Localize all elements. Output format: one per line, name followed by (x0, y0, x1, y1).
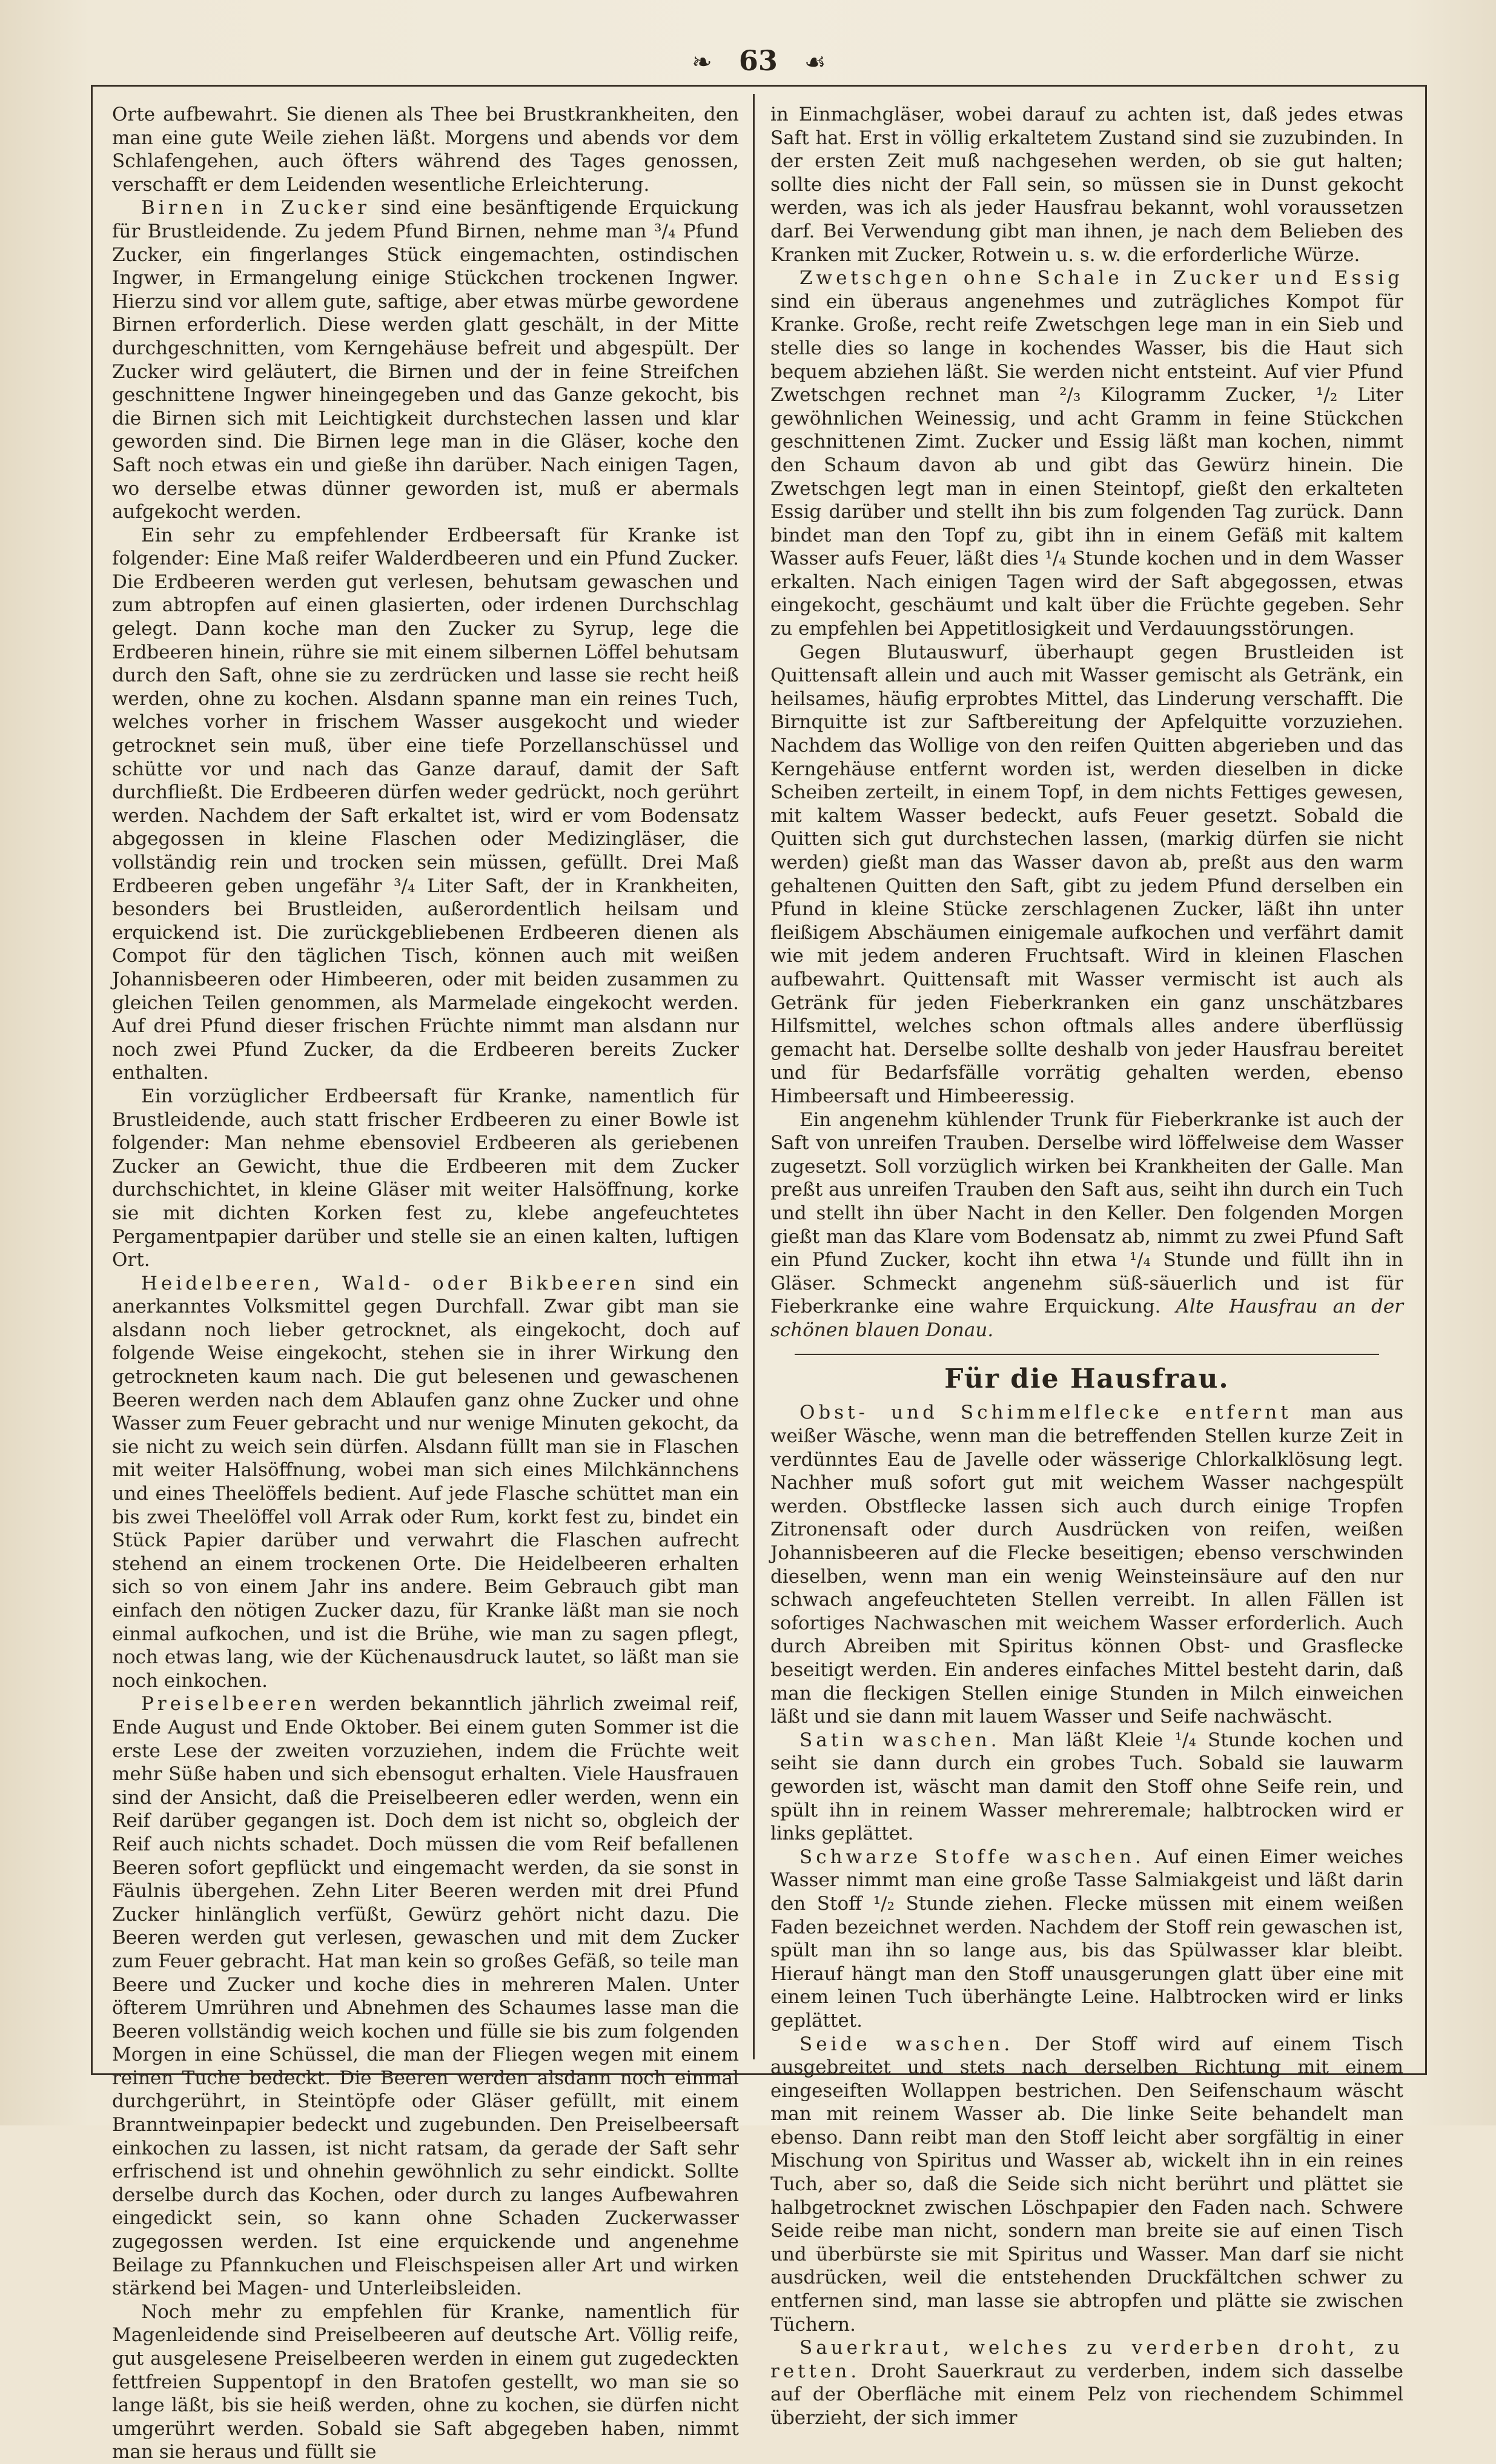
paragraph (770, 641, 1403, 1108)
paragraph-text: Noch mehr zu empfehlen für Kranke, namentlich für Magenleidende sind Preiselbeeren auf deutsche Art. Völlig reife, gut ausgelesene Preiselbeeren werden in einem gut zugedeckten fettfreien Suppentopf in den Bratofen gestellt, wo man sie so lange läßt, bis sie heiß werden, ohne zu kochen, sie dürfen nicht umgerührt werden. Sobald sie Saft abgegeben haben, nimmt man sie heraus und füllt sie (112, 2300, 739, 2463)
right-column (770, 103, 1404, 2429)
paragraph-keyword: Zwetschgen ohne Schale in Zucker und Essig (799, 267, 1403, 290)
paragraph-keyword: Birnen in Zucker (141, 197, 370, 219)
column-divider (753, 94, 755, 2059)
paragraph-text: Der Stoff wird auf einem Tisch ausgebreitet und stets nach derselben Richtung mit einem eingeseiften Wollappen bestrichen. Den Seifenschaum wäscht man mit reinem Wasser ab. Die linke Seite behandelt man ebenso. Dann reibt man den Stoff leicht aber sorgfältig in einer Mischung von Spiritus und Wasser ab, wickelt ihn in ein reines Tuch, aber so, daß die Seide sich nicht berührt und plättet sie halbgetrocknet zwischen Löschpapier den Faden nach. Schwere Seide reibe man nicht, sondern man breite sie auf einen Tisch und überbürste sie mit Spiritus und Wasser. Man darf sie nicht ausdrücken, weil die entstehenden Druckfältchen schwer zu entfernen sind, man lasse sie abtropfen und plätte sie zwischen Tüchern. (770, 2033, 1403, 2336)
paragraph (770, 2336, 1403, 2429)
page-header (91, 36, 1427, 85)
section-rule (795, 1354, 1379, 1355)
paragraph-text: sind ein überaus angenehmes und zuträgliches Kompot für Kranke. Große, recht reife Zwetschgen lege man in ein Sieb und stelle dies so lange in kochendes Wasser, bis die Haut sich bequem abziehen läßt. Sie werden nicht entsteint. Auf vier Pfund Zwetschgen rechnet man ²/₃ Kilogramm Zucker, ¹/₂ Liter gewöhnlichen Weinessig, und acht Gramm in feine Stückchen geschnittenen Zimt. Zucker und Essig läßt man kochen, nimmt den Schaum davon ab und gibt das Gewürz hinein. Die Zwetschgen legt man in einen Steintopf, gießt den erkalteten Essig darüber und stellt ihn bis zum folgenden Tag zurück. Dann bindet man den Topf zu, gibt ihn in einem Gefäß mit kaltem Wasser aufs Feuer, läßt dies ¹/₄ Stunde kochen und in dem Wasser erkalten. Nach einigen Tagen wird der Saft abgegossen, etwas eingekocht, geschäumt und kalt über die Früchte gegeben. Sehr zu empfehlen bei Appetitlosigkeit und Verdauungsstörungen. (770, 290, 1403, 640)
left-column (112, 103, 739, 2463)
paragraph-text: sind ein anerkanntes Volksmittel gegen Durchfall. Zwar gibt man sie alsdann noch lieber getrocknet, als eingekocht, doch auf folgende Weise eingekocht, stehen sie in ihrer Wirkung den getrockneten kaum nach. Die gut belesenen und gewaschenen Beeren werden nach dem Ablaufen ganz ohne Zucker und ohne Wasser zum Feuer gebracht und nur wenige Minuten gekocht, da sie nicht zu weich sein dürfen. Alsdann füllt man sie in Flaschen mit weiter Halsöffnung, wobei man sich eines Milchkännchens und eines Theelöffels bedient. Auf jede Flasche schüttet man ein bis zwei Theelöffel voll Arrak oder Rum, korkt fest zu, bindet ein Stück Papier darüber und verwahrt die Flaschen aufrecht stehend an einem trockenen Orte. Die Heidelbeeren erhalten sich so von einem Jahr ins andere. Beim Gebrauch gibt man einfach den nötigen Zucker dazu, für Kranke läßt man sie noch einmal aufkochen, und ist die Brühe, wie man zu sagen pflegt, noch etwas lang, wie der Küchenausdruck lautet, so läßt man sie noch einkochen. (112, 1272, 739, 1692)
paragraph-keyword: Seide waschen. (799, 2033, 1014, 2055)
ornament-right-icon: ☙ (804, 48, 826, 76)
paragraph-text: Auf einen Eimer weiches Wasser nimmt man eine große Tasse Salmiakgeist und läßt darin den Stoff ¹/₂ Stunde ziehen. Flecke müssen mit einem weißen Faden bezeichnet werden. Nachdem der Stoff rein gewaschen ist, spült man ihn so lange aus, bis das Spülwasser klar bleibt. Hierauf hängt man den Stoff unausgerungen glatt über eine mit einem leinen Tuch überhängte Leine. Halbtrocken wird er links geplättet. (770, 1846, 1403, 2032)
paragraph-keyword: Schwarze Stoffe waschen. (799, 1846, 1145, 1868)
paragraph-text: Ein angenehm kühlender Trunk für Fieberkranke ist auch der Saft von unreifen Trauben. Derselbe wird löffelweise dem Wasser zugesetzt. Soll vorzüglich wirken bei Krankheiten der Galle. Man preßt aus unreifen Trauben den Saft aus, seiht ihn durch ein Tuch und stellt ihn über Nacht in den Keller. Den folgenden Morgen gießt man das Klare vom Bodensatz ab, nimmt zu zwei Pfund Saft ein Pfund Zucker, kocht ihn etwa ¹/₄ Stunde und füllt ihn in Gläser. Schmeckt angenehm süß-säuerlich und ist für Fieberkranke eine wahre Erquickung. (770, 1108, 1403, 1318)
paragraph (770, 1729, 1403, 1846)
paragraph (770, 1108, 1403, 1342)
paragraph-text: man aus weißer Wäsche, wenn man die betreffenden Stellen kurze Zeit in verdünntes Eau de Javelle oder wässerige Chlorkalklösung legt. Nachher muß sofort gut mit weichem Wasser nachgespült werden. Obstflecke lassen sich auch durch einige Tropfen Zitronensaft oder durch Ausdrücken von reifen, weißen Johannisbeeren auf die Flecke beseitigen; ebenso verschwinden dieselben, wenn man ein wenig Weinsteinsäure auf den nur schwach angefeuchteten Stellen verreibt. In allen Fällen ist sofortiges Nachwaschen mit weichem Wasser erforderlich. Auch durch Abreiben mit Spiritus können Obst- und Grasflecke beseitigt werden. Ein anderes einfaches Mittel besteht darin, daß man die fleckigen Stellen einige Stunden in Milch einweichen läßt und sie dann mit lauem Wasser und Seife nachwäscht. (770, 1402, 1403, 1728)
paragraph-keyword: Heidelbeeren, Wald- oder Bikbeeren (141, 1272, 640, 1294)
page-number: 63 (738, 44, 778, 77)
paragraph-text: Man läßt Kleie ¹/₄ Stunde kochen und seiht sie dann durch ein grobes Tuch. Sobald sie lauwarm geworden ist, wäscht man damit den Stoff ohne Seife rein, und spült ihn in reinem Wasser mehreremale; halbtrocken wird er links geplättet. (770, 1729, 1404, 1845)
paragraph (770, 103, 1403, 267)
paragraph (770, 1846, 1403, 2033)
ornament-left-icon: ❧ (692, 48, 712, 76)
paragraph (112, 1085, 739, 1272)
paragraph-text: Ein vorzüglicher Erdbeersaft für Kranke, namentlich für Brustleidende, auch statt frischer Erdbeeren zu einer Bowle ist folgender: Man nehme ebensoviel Erdbeeren als geriebenen Zucker an Gewicht, thue die Erdbeeren mit dem Zucker durchschichtet, in kleine Gläser mit weiter Halsöffnung, korke sie mit dichten Korken fest zu, klebe angefeuchtetes Pergamentpapier darüber und stelle sie an einen kalten, luftigen Ort. (112, 1085, 739, 1271)
paragraph (770, 267, 1403, 641)
paragraph-text: sind eine besänftigende Erquickung für Brustleidende. Zu jedem Pfund Birnen, nehme man ³/₄ Pfund Zucker, ein fingerlanges Stück eingemachten, ostindischen Ingwer, in Ermangelung einige Stückchen trockenen Ingwer. Hierzu sind vor allem gute, saftige, aber etwas mürbe gewordene Birnen erforderlich. Diese werden glatt geschält, in der Mitte durchgeschnitten, vom Kerngehäuse befreit und abgespült. Der Zucker wird geläutert, die Birnen und der in feine Streifchen geschnittene Ingwer hineingegeben und das Ganze gekocht, bis die Birnen sich mit Leichtigkeit durchstechen lassen und klar geworden sind. Die Birnen lege man in die Gläser, koche den Saft noch etwas ein und gieße ihn darüber. Nach einigen Tagen, wo derselbe etwas dünner geworden ist, muß er abermals aufgekocht werden. (112, 197, 739, 523)
paragraph (112, 2300, 739, 2464)
paragraph-text: Orte aufbewahrt. Sie dienen als Thee bei Brustkrankheiten, den man eine gute Weile ziehen läßt. Morgens und abends vor dem Schlafengehen, auch öfters während des Tages genossen, verschafft er dem Leidenden wesentliche Erleichterung. (112, 104, 739, 196)
paragraph-keyword: Satin waschen. (799, 1729, 1001, 1751)
paragraph (112, 524, 739, 1085)
paragraph (112, 1272, 739, 1693)
paragraph-text: Gegen Blutauswurf, überhaupt gegen Brustleiden ist Quittensaft allein und auch mit Wasser gemischt als Getränk, ein heilsames, häufig erprobtes Mittel, das Linderung verschafft. Die Birnquitte ist zur Saftbereitung der Apfelquitte vorzuziehen. Nachdem das Wollige von den reifen Quitten abgerieben und das Kerngehäuse entfernt worden ist, werden dieselben in dicke Scheiben zerteilt, in einem Topf, in dem nichts Fettiges gewesen, mit kaltem Wasser bedeckt, aufs Feuer gesetzt. Sobald die Quitten sich gut durchstechen lassen, (markig dürfen sie nicht werden) gießt man das Wasser davon ab, preßt aus den warm gehaltenen Quitten den Saft, gibt zu jedem Pfund derselben ein Pfund in kleine Stücke zerschlagenen Zucker, läßt ihn unter fleißigem Abschäumen einigemale aufkochen und verfährt damit wie mit jedem anderen Fruchtsaft. Wird in kleinen Flaschen aufbewahrt. Quittensaft mit Wasser vermischt ist auch als Getränk für jeden Fieberkranken ein ganz unschätzbares Hilfsmittel, welches schon oftmals alles andere überflüssig gemacht hat. Derselbe sollte deshalb von jeder Hausfrau bereitet und für Bedarfsfälle vorrätig gehalten werden, ebenso Himbeersaft und Himbeeressig. (770, 641, 1403, 1107)
paragraph-keyword: Preiselbeeren (141, 1693, 320, 1715)
paragraph-text: Ein sehr zu empfehlender Erdbeersaft für Kranke ist folgender: Eine Maß reifer Walderdbeeren und ein Pfund Zucker. Die Erdbeeren werden gut verlesen, behutsam gewaschen und zum abtropfen auf einen glasierten, oder irdenen Durchschlag gelegt. Dann koche man den Zucker zu Syrup, lege die Erdbeeren hinein, rühre sie mit einem silbernen Löffel behutsam durch den Saft, ohne sie zu zerdrücken und lasse sie recht heiß werden, ohne zu kochen. Alsdann spanne man ein reines Tuch, welches vorher in frischem Wasser ausgekocht und wieder getrocknet sein muß, über eine tiefe Porzellanschüssel und schütte vor und nach das Ganze darauf, damit der Saft durchfließt. Die Erdbeeren dürfen weder gedrückt, noch gerührt werden. Nachdem der Saft erkaltet ist, wird er vom Bodensatz abgegossen in kleine Flaschen oder Medizingläser, die vollständig rein und trocken sein müssen, gefüllt. Drei Maß Erdbeeren geben ungefähr ³/₄ Liter Saft, der in Krankheiten, besonders bei Brustleiden, außerordentlich heilsam und erquickend ist. Die zurückgebliebenen Erdbeeren dienen als Compot für den täglichen Tisch, können auch mit weißen Johannisbeeren oder Himbeeren, oder mit beiden zusammen zu gleichen Teilen genommen, als Marmelade eingekocht werden. Auf drei Pfund dieser frischen Früchte nimmt man alsdann nur noch zwei Pfund Zucker, da die Erdbeeren bereits Zucker enthalten. (112, 524, 739, 1084)
paragraph-text: Droht Sauerkraut zu verderben, indem sich dasselbe auf der Oberfläche mit einem Pelz von riechendem Schimmel überzieht, der sich immer (770, 2360, 1403, 2429)
paragraph-text: werden bekanntlich jährlich zweimal reif, Ende August und Ende Oktober. Bei einem guten Sommer ist die erste Lese der zweiten vorzuziehen, indem die Früchte weit mehr Süße haben und sich ebensogut erhalten. Viele Hausfrauen sind der Ansicht, daß die Preiselbeeren edler werden, wenn ein Reif darüber gegangen ist. Doch dem ist nicht so, obgleich der Reif auch nichts schadet. Doch müssen die vom Reif befallenen Beeren sofort gepflückt und eingemacht werden, da sie sonst in Fäulnis übergehen. Zehn Liter Beeren werden mit drei Pfund Zucker hinlänglich verfüßt, Gewürz gehört nicht dazu. Die Beeren werden gut verlesen, gewaschen und mit dem Zucker zum Feuer gebracht. Hat man kein so großes Gefäß, so teile man Beere und Zucker und koche dies in mehreren Malen. Unter öfterem Umrühren und Abnehmen des Schaumes lasse man die Beeren vollständig weich kochen und fülle sie bis zum folgenden Morgen in eine Schüssel, die man der Fliegen wegen mit einem reinen Tuche bedeckt. Die Beeren werden alsdann noch einmal durchgerührt, in Steintöpfe oder Gläser gefüllt, mit einem Branntweinpapier bedeckt und zugebunden. Den Preiselbeersaft einkochen zu lassen, ist nicht ratsam, da gerade der Saft sehr erfrischend ist und ohnehin gewöhnlich zu sehr eindickt. Sollte derselbe durch das Kochen, oder durch zu langes Aufbewahren eingedickt sein, so kann ohne Schaden Zuckerwasser zugegossen werden. Ist eine erquickende und angenehme Beilage zu Pfannkuchen und Fleischspeisen aller Art und wirken stärkend bei Magen- und Unterleibsleiden. (112, 1693, 739, 2300)
paragraph-keyword: Sauerkraut, welches zu verderben droht, zu retten. (770, 2337, 1403, 2382)
author-signature: Alte Hausfrau an der schönen blauen Donau. (770, 1296, 1403, 1341)
paragraph (770, 1401, 1403, 1728)
paragraph (112, 103, 739, 196)
paragraph (112, 1692, 739, 2300)
paragraph-keyword: Obst- und Schimmelflecke entfernt (799, 1402, 1292, 1424)
section-title: Für die Hausfrau. (944, 1363, 1230, 1395)
paragraph-text: in Einmachgläser, wobei darauf zu achten ist, daß jedes etwas Saft hat. Erst in völlig erkaltetem Zustand sind sie zuzubinden. In der ersten Zeit muß nachgesehen werden, ob sie gut halten; sollte dies nicht der Fall sein, so müssen sie in Dunst gekocht werden, was ich als jeder Hausfrau bekannt, wohl voraussetzen darf. Bei Verwendung gibt man ihnen, je nach dem Belieben des Kranken mit Zucker, Rotwein u. s. w. die erforderliche Würze. (770, 104, 1403, 266)
paragraph (770, 2033, 1403, 2337)
paragraph (112, 196, 739, 523)
